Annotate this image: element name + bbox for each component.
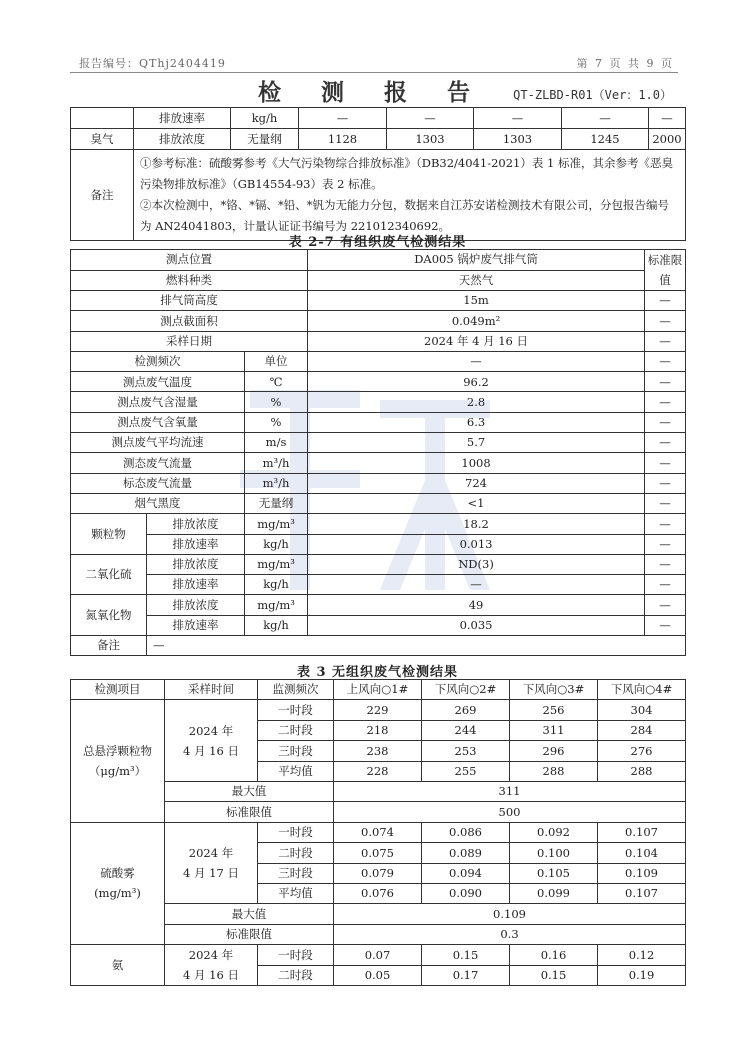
table-row: 氮氧化物 排放浓度 mg/m³ 49 —: [71, 595, 686, 615]
table-row: [71, 150, 686, 241]
table-row: 总悬浮颗粒物 （μg/m³） 2024 年 4 月 16 日 一时段 229 269 256 304: [71, 700, 686, 720]
table-row: 标准限值 0.3: [71, 924, 686, 944]
table-row: 排放速率 kg/h 0.035 —: [71, 615, 686, 635]
table-row: 最大值 311: [71, 781, 686, 801]
table-row: 氨 2024 年 4 月 16 日 一时段 0.07 0.15 0.16 0.12: [71, 945, 686, 966]
table-row: 二时段 0.075 0.089 0.100 0.104: [71, 843, 686, 863]
table-cell: 无量纲: [231, 129, 299, 150]
table-cell: 1245: [562, 129, 649, 150]
table-row: 平均值 228 255 288 288: [71, 761, 686, 781]
header-divider: [70, 72, 678, 73]
table-row: 平均值 0.076 0.090 0.099 0.107: [71, 883, 686, 903]
table-cell: 排放速率: [134, 108, 231, 129]
table-cell: 1128: [299, 129, 387, 150]
organized-emission-table: 测点位置 DA005 锅炉废气排气筒 标准限值 燃料种类 天然气 排气筒高度 15m — 测点截面积 0.049m² — 采样日期 2024 年 4 月 16 日 — 检测频次 单位 — — 测点废气温度 ℃ 96.2 — 测点废气含湿量 % 2.8 — 测点废气含氧量 % 6.3 — 测点废气平均流速 m/s 5.7 — 测态废气流量 m³/h 1008 — 标态废气流量 m³/h 724 — 烟气黑度 无量纲 <1 — 颗粒物 排放浓度 mg/m³ 18.2 — 排放速率 kg/h 0.013 — 二氧化硫 排放浓度 mg/m³ ND(3) — 排放速率 kg/h — — 氮氧化物 排放浓度 mg/m³ 49 — 排放速率 kg/h 0.035 — 备注 —: [70, 249, 686, 656]
table-cell: 1303: [474, 129, 562, 150]
table-row: 标准限值 500: [71, 802, 686, 822]
table-row: 二时段 0.05 0.17 0.15 0.19: [71, 965, 686, 986]
table-header-row: 检测项目 采样时间 监测频次 上风向○1# 下风向○2# 下风向○3# 下风向○4#: [71, 680, 686, 700]
report-number: 报告编号：QThj2404419: [79, 57, 226, 70]
table-row: 排放速率 kg/h 0.013 —: [71, 534, 686, 554]
table-row: 测点废气平均流速 m/s 5.7 —: [71, 433, 686, 453]
table-row: 测点废气温度 ℃ 96.2 —: [71, 372, 686, 392]
table-cell: —: [387, 108, 474, 129]
table-row: 二时段 218 244 311 284: [71, 720, 686, 740]
table-row: 烟气黑度 无量纲 <1 —: [71, 493, 686, 513]
table-cell: kg/h: [231, 108, 299, 129]
table-cell: —: [562, 108, 649, 129]
table-row: 测点废气含氧量 % 6.3 —: [71, 412, 686, 432]
table-row: [71, 108, 686, 129]
table-row: 三时段 0.079 0.094 0.105 0.109: [71, 863, 686, 883]
table-row: 测态废气流量 m³/h 1008 —: [71, 453, 686, 473]
table-row: 三时段 238 253 296 276: [71, 741, 686, 761]
fugitive-emission-table: [70, 679, 686, 986]
table-cell: —: [299, 108, 387, 129]
page-title: 检 测 报 告: [257, 79, 487, 106]
table-row: 测点废气含湿量 % 2.8 —: [71, 392, 686, 412]
table-row: [71, 129, 686, 150]
page-indicator: 第 7 页 共 9 页: [576, 57, 674, 70]
table-row: 最大值 0.109: [71, 904, 686, 924]
table-cell: 2000: [649, 129, 686, 150]
table-row: 颗粒物 排放浓度 mg/m³ 18.2 —: [71, 514, 686, 534]
table-row: 二氧化硫 排放浓度 mg/m³ ND(3) —: [71, 554, 686, 574]
table-row: 标态废气流量 m³/h 724 —: [71, 473, 686, 493]
table2-caption: 表 2-7 有组织废气检测结果: [288, 235, 467, 250]
note-text: ①参考标准：硫酸雾参考《大气污染物综合排放标准》（DB32/4041-2021）表 1 标准，其余参考《恶臭污染物排放标准》（GB14554-93）表 2 标准。 ②本次检测中，*铬、*镉、*铅、*钒为无能力分包，数据来自江苏安诺检测技术有限公司，分包报告编号为 AN24041803，计量认证证书编号为 221012340692。: [134, 150, 686, 241]
form-code: QT-ZLBD-R01（Ver：1.0）: [513, 88, 672, 102]
odor-results-table: [70, 107, 686, 241]
table-row: 排放速率 kg/h — —: [71, 575, 686, 595]
table-cell: 1303: [387, 129, 474, 150]
table-cell: —: [649, 108, 686, 129]
table3-caption: 表 3 无组织废气检测结果: [296, 665, 459, 680]
table-cell: 臭气: [71, 129, 134, 150]
table-row: 硫酸雾 (mg/m³) 2024 年 4 月 17 日 一时段 0.074 0.086 0.092 0.107: [71, 822, 686, 842]
table-cell: —: [474, 108, 562, 129]
note-label: 备注: [71, 150, 134, 241]
table-cell: 排放浓度: [134, 129, 231, 150]
